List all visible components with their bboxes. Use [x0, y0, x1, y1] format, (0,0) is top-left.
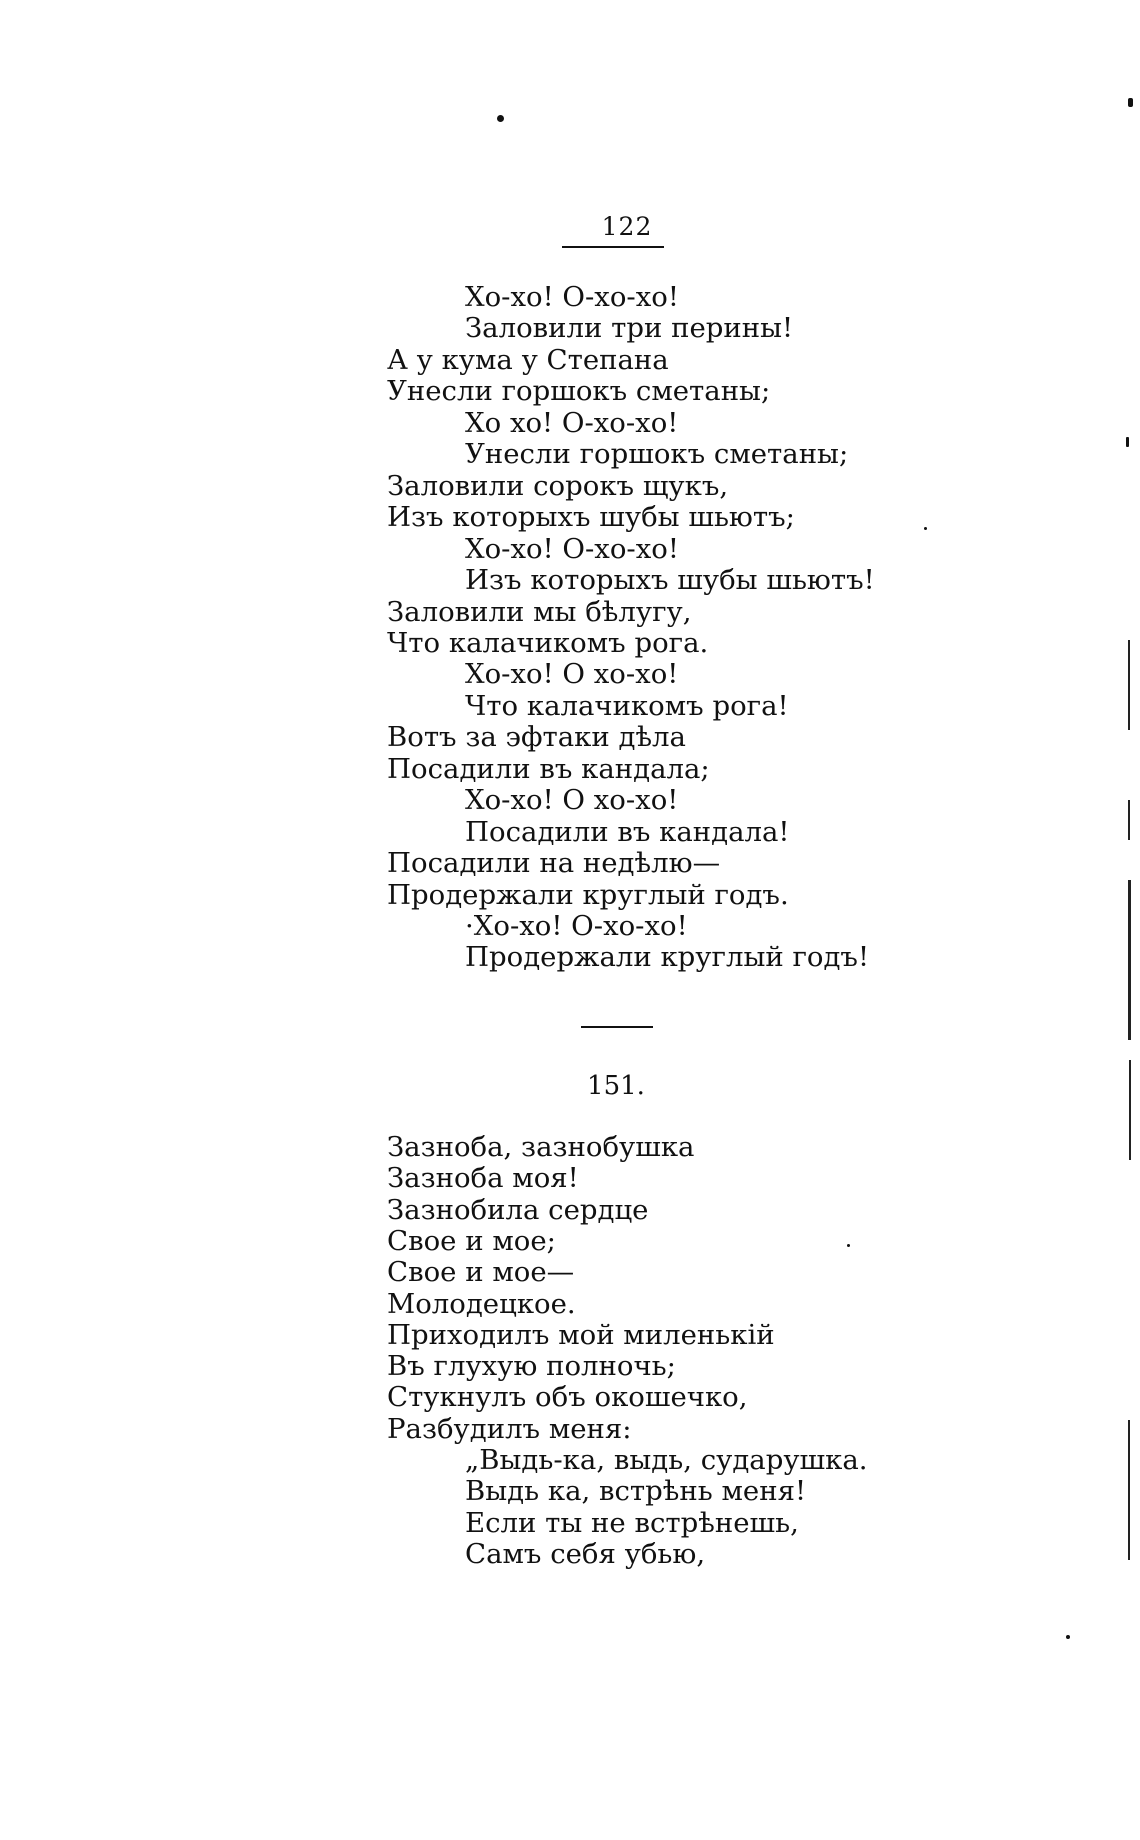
poem-line: Заловили три перины! — [465, 313, 794, 345]
poem-line: Унесли горшокъ сметаны; — [465, 439, 849, 471]
poem-line: Разбудилъ меня: — [387, 1413, 632, 1445]
header-rule — [562, 246, 664, 248]
ink-speck — [497, 115, 504, 122]
poem-line: Зазноба моя! — [387, 1163, 579, 1195]
poem-line: Что калачикомъ рога! — [465, 690, 789, 722]
poem-line: „Выдь-ка, выдь, сударушка. — [465, 1445, 868, 1476]
ink-speck — [1126, 437, 1129, 447]
poem-line: Свое и мое— — [387, 1257, 575, 1289]
poem-line: Хо хо! О-хо-хо! — [465, 407, 679, 439]
poem-line: Заловили сорокъ щукъ, — [387, 470, 729, 502]
page-edge-mark — [1128, 800, 1130, 840]
poem-line: Что калачикомъ рога. — [387, 627, 709, 659]
poem-line: Стукнулъ объ окошечко, — [387, 1382, 748, 1414]
poem-line: А у кума у Степана — [387, 344, 669, 376]
poem-line: Свое и мое; — [387, 1225, 556, 1257]
section-separator — [581, 1026, 653, 1028]
page-edge-mark — [1128, 640, 1130, 730]
poem-line: Вотъ за эфтаки дѣла — [387, 722, 686, 754]
poem-line: Посадили на недѣлю— — [387, 848, 721, 880]
poem-line: Самъ себя убью, — [465, 1538, 706, 1570]
ink-speck — [1066, 1635, 1070, 1639]
ink-speck — [847, 1244, 850, 1247]
song-number: 151. — [587, 1071, 645, 1101]
poem-line: Хо-хо! О хо-хо! — [465, 785, 679, 817]
page-number: 122 — [601, 212, 653, 241]
ink-speck — [924, 527, 927, 530]
poem-line: Изъ которыхъ шубы шьютъ! — [465, 565, 875, 597]
poem-line: Приходилъ мой миленькій — [387, 1319, 775, 1351]
poem-line: Хо-хо! О-хо-хо! — [465, 282, 679, 313]
poem-line: Хо-хо! О хо-хо! — [465, 659, 679, 691]
poem-line: Продержали круглый годъ! — [465, 942, 870, 974]
poem-line: Продержали круглый годъ. — [387, 879, 789, 911]
page-edge-mark — [1128, 880, 1131, 1040]
poem-line: ·Хо-хо! О-хо-хо! — [465, 911, 688, 942]
poem-line: Если ты не встрѣнешь, — [465, 1507, 799, 1539]
page-edge-mark — [1128, 1420, 1130, 1560]
poem-line: Зазноба, зазнобушка — [387, 1132, 695, 1163]
poem-line: Унесли горшокъ сметаны; — [387, 376, 771, 408]
poem-line: Посадили въ кандала; — [387, 753, 710, 785]
poem-line: Выдь ка, встрѣнь меня! — [465, 1476, 807, 1508]
poem-line: Посадили въ кандала! — [465, 816, 790, 848]
poem-line: Въ глухую полночь; — [387, 1351, 676, 1383]
poem-line: Изъ которыхъ шубы шьютъ; — [387, 502, 795, 534]
poem-line: Заловили мы бѣлугу, — [387, 596, 692, 628]
poem-line: Молодецкое. — [387, 1288, 576, 1320]
ink-speck — [1128, 98, 1133, 107]
poem-line: Хо-хо! О-хо-хо! — [465, 533, 679, 565]
poem-line: Зазнобила сердце — [387, 1194, 649, 1226]
